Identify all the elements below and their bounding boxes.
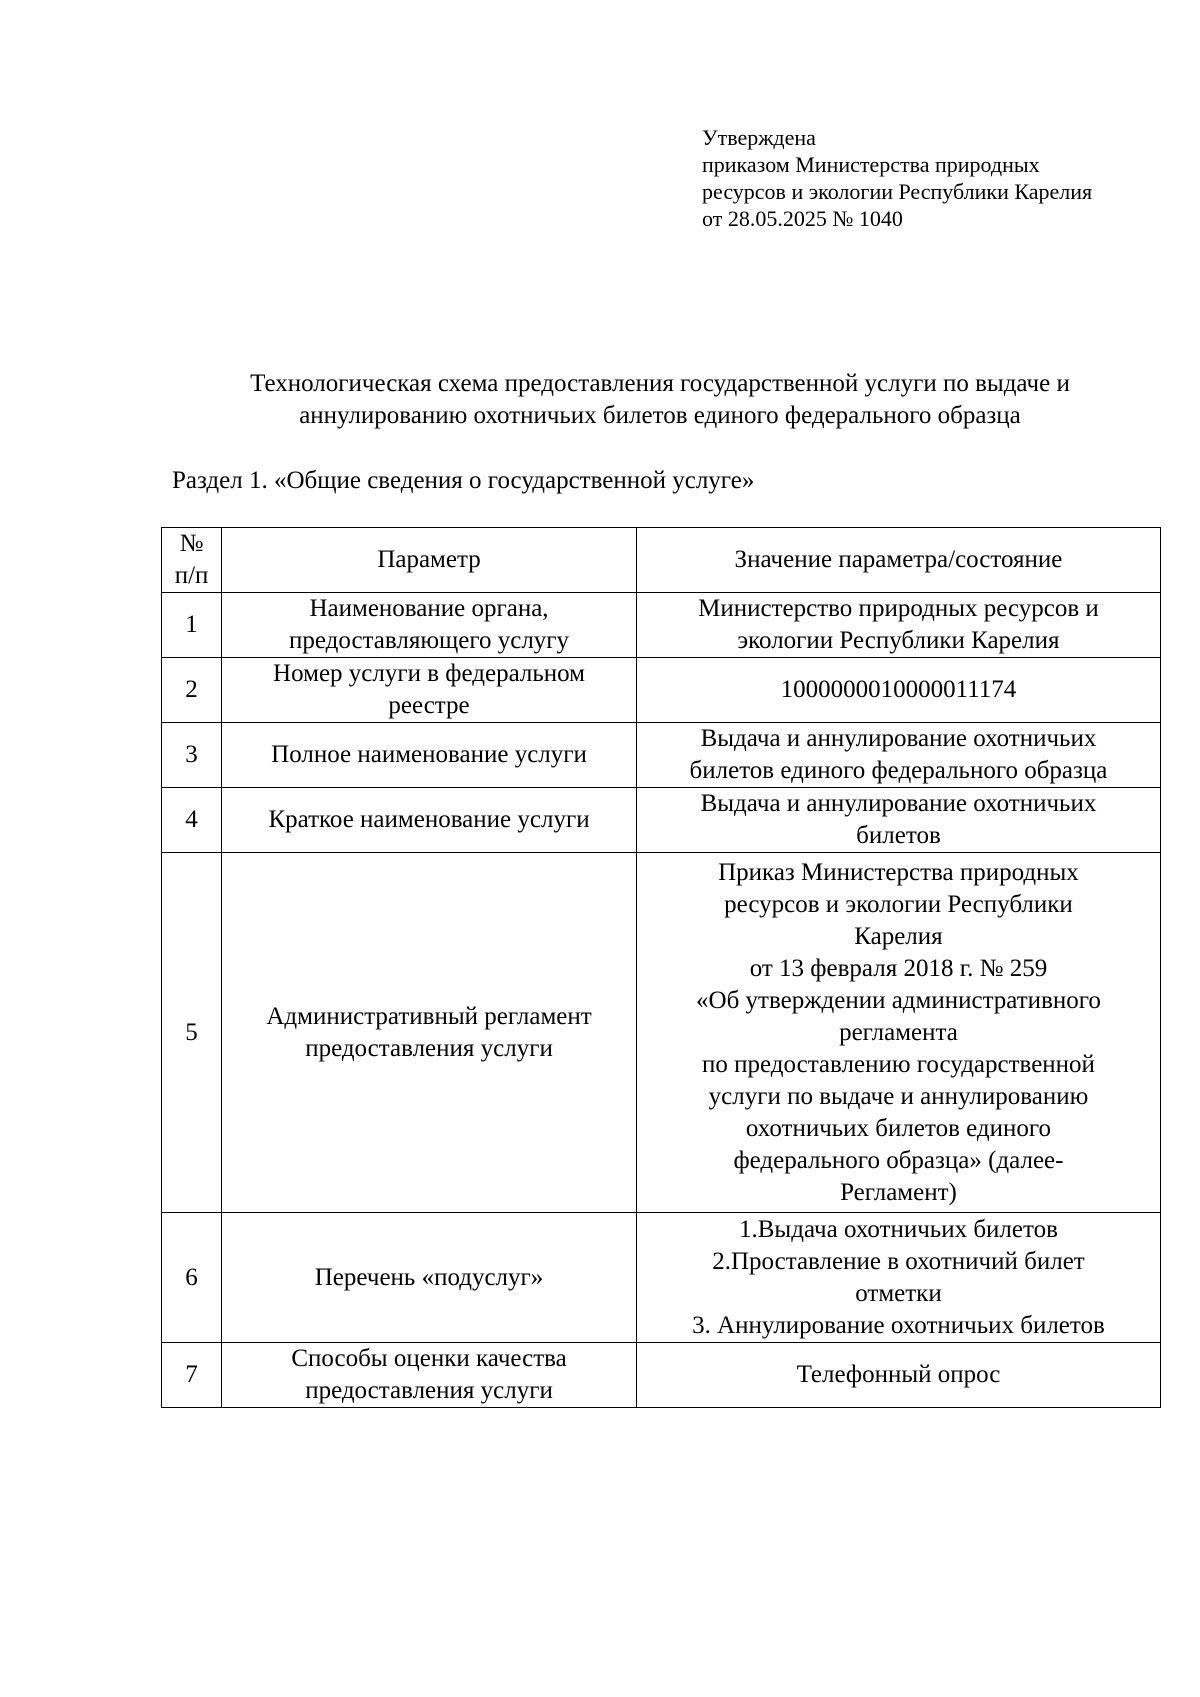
value-line: по предоставлению государственной: [701, 1050, 1095, 1078]
row-parameter: [222, 593, 637, 658]
value-line: 2.Проставление в охотничий билет: [712, 1247, 1085, 1275]
value-line: отметки: [855, 1279, 942, 1307]
header-parameter: Параметр: [222, 528, 637, 593]
row-number: 1: [162, 593, 222, 658]
parameter-line: Наименование органа,: [309, 595, 549, 622]
header-number-line: №: [179, 530, 204, 557]
row-parameter: [222, 1213, 637, 1343]
value-line: федерального образца» (далее-: [733, 1146, 1064, 1174]
parameter-line: реестре: [388, 692, 470, 719]
row-parameter: [222, 658, 637, 723]
row-number: 2: [162, 658, 222, 723]
value-line: услуги по выдаче и аннулированию: [708, 1082, 1089, 1110]
parameter-line: Полное наименование услуги: [271, 741, 587, 768]
row-value: [636, 658, 1160, 723]
row-value: [636, 853, 1160, 1213]
table-body: [162, 593, 1161, 1408]
value-line: охотничьих билетов единого: [745, 1114, 1051, 1142]
value-line: регламента: [839, 1018, 958, 1046]
title-line: аннулированию охотничьих билетов единого федерального образца: [299, 402, 1021, 429]
value-line: 1.Выдача охотничьих билетов: [739, 1215, 1058, 1243]
parameter-line: Административный регламент: [266, 1002, 592, 1030]
approval-line: Утверждена: [702, 125, 816, 150]
table-row: [162, 1213, 1161, 1343]
value-line: «Об утверждении административного: [696, 986, 1101, 1014]
value-line: Выдача и аннулирование охотничьих: [700, 790, 1097, 817]
value-line: 3. Аннулирование охотничьих билетов: [692, 1311, 1105, 1339]
value-line: 1000000010000011174: [780, 676, 1017, 703]
approval-line: ресурсов и экологии Республики Карелия: [702, 179, 1093, 204]
value-line: экологии Республики Карелия: [737, 627, 1060, 654]
row-value: [636, 788, 1160, 853]
row-number: 3: [162, 723, 222, 788]
approval-block: [702, 124, 1092, 232]
table-row: [162, 723, 1161, 788]
table-row: [162, 658, 1161, 723]
parameter-line: предоставления услуги: [305, 1034, 553, 1062]
row-value: [636, 723, 1160, 788]
row-value: [636, 1213, 1160, 1343]
table-header-row: [162, 528, 1161, 593]
section-title: Раздел 1. «Общие сведения о государственной услуге»: [172, 467, 755, 494]
parameter-line: предоставляющего услугу: [288, 627, 570, 654]
table-row: [162, 788, 1161, 853]
value-line: от 13 февраля 2018 г. № 259: [749, 954, 1048, 982]
parameter-line: Номер услуги в федеральном: [273, 660, 585, 687]
value-line: Карелия: [854, 922, 943, 950]
row-value: [636, 1343, 1160, 1408]
header-number: [162, 528, 222, 593]
value-line: ресурсов и экологии Республики: [724, 890, 1073, 918]
parameters-table: [161, 527, 1161, 1408]
parameter-line: Способы оценки качества: [291, 1345, 567, 1372]
table-row: [162, 853, 1161, 1213]
row-parameter: [222, 788, 637, 853]
value-line: Приказ Министерства природных: [718, 858, 1079, 886]
approval-line: приказом Министерства природных: [702, 152, 1040, 177]
parameter-line: Перечень «подуслуг»: [314, 1263, 544, 1291]
value-line: билетов единого федерального образца: [689, 757, 1108, 784]
row-number: 7: [162, 1343, 222, 1408]
row-number: 5: [162, 853, 222, 1213]
row-parameter: [222, 853, 637, 1213]
table-row: [162, 593, 1161, 658]
row-number: 4: [162, 788, 222, 853]
approval-line: от 28.05.2025 № 1040: [702, 206, 903, 231]
row-value: [636, 593, 1160, 658]
header-number-line: п/п: [174, 562, 209, 589]
title-line: Технологическая схема предоставления государственной услуги по выдаче и: [250, 370, 1070, 397]
value-line: Регламент): [840, 1178, 957, 1206]
value-line: Телефонный опрос: [796, 1361, 1001, 1388]
row-parameter: [222, 723, 637, 788]
value-line: Выдача и аннулирование охотничьих: [700, 725, 1097, 752]
value-line: Министерство природных ресурсов и: [698, 595, 1099, 622]
document-title: [150, 368, 1170, 432]
table-row: [162, 1343, 1161, 1408]
header-value: Значение параметра/состояние: [636, 528, 1160, 593]
value-line: билетов: [856, 822, 941, 849]
parameter-line: предоставления услуги: [305, 1377, 553, 1404]
row-parameter: [222, 1343, 637, 1408]
parameter-line: Краткое наименование услуги: [268, 806, 590, 833]
row-number: 6: [162, 1213, 222, 1343]
